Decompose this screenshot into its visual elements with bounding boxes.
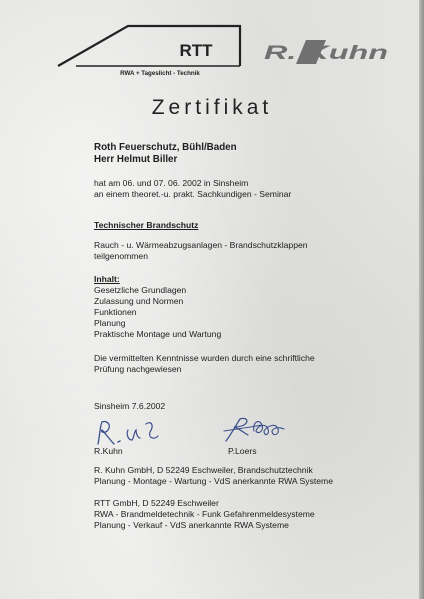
- content-item: Praktische Montage und Wartung: [94, 329, 222, 339]
- content-heading: Inhalt:: [94, 274, 120, 284]
- issuer-block: [94, 498, 315, 531]
- issuer-line: RWA - Brandmeldetechnik - Funk Gefahrenmeldesysteme: [94, 509, 315, 519]
- rtt-logo: [54, 20, 244, 78]
- intro-block: [94, 178, 291, 200]
- certificate-title: Zertifikat: [151, 96, 273, 119]
- signature-kuhn: [92, 416, 164, 450]
- rtt-logo-name: RTT: [179, 41, 213, 60]
- intro-line: an einem theoret.-u. prakt. Sachkundigen - Seminar: [94, 189, 292, 199]
- signatory-name: R.Kuhn: [94, 446, 123, 456]
- kuhn-logo-text: R. Kuhn: [264, 43, 388, 64]
- signatory-name: P.Loers: [228, 446, 257, 456]
- content-list: [94, 285, 221, 340]
- signature-loers: [222, 413, 288, 445]
- issuer-line: R. Kuhn GmbH, D 52249 Eschweiler, Brandschutztechnik: [94, 465, 313, 475]
- kuhn-logo: [262, 40, 392, 64]
- issuer-line: Planung - Verkauf - VdS anerkannte RWA Systeme: [94, 520, 289, 530]
- exam-note: [94, 353, 315, 375]
- recipient-company: Roth Feuerschutz, Bühl/Baden: [94, 142, 237, 153]
- page-edge-shadow: [419, 0, 424, 599]
- issuer-line: RTT GmbH, D 52249 Eschweiler: [94, 498, 219, 508]
- topic-line: Rauch - u. Wärmeabzugsanlagen - Brandschutzklappen: [94, 240, 308, 250]
- content-item: Zulassung und Normen: [94, 296, 184, 306]
- issuer-block: [94, 465, 333, 487]
- topic-block: [94, 240, 308, 262]
- intro-line: hat am 06. und 07. 06. 2002 in Sinsheim: [94, 178, 249, 188]
- content-item: Gesetzliche Grundlagen: [94, 285, 187, 295]
- issuer-line: Planung - Montage - Wartung - VdS anerkannte RWA Systeme: [94, 476, 333, 486]
- place-date: Sinsheim 7.6.2002: [94, 401, 166, 411]
- rtt-logo-tagline: RWA + Tageslicht - Technik: [120, 70, 200, 77]
- content-item: Funktionen: [94, 307, 137, 317]
- recipient-person: Herr Helmut Biller: [94, 154, 178, 165]
- topic-heading: Technischer Brandschutz: [94, 220, 199, 230]
- content-item: Planung: [94, 318, 126, 328]
- exam-note-line: Die vermittelten Kenntnisse wurden durch eine schriftliche: [94, 353, 315, 363]
- topic-line: teilgenommen: [94, 251, 148, 261]
- exam-note-line: Prüfung nachgewiesen: [94, 364, 182, 374]
